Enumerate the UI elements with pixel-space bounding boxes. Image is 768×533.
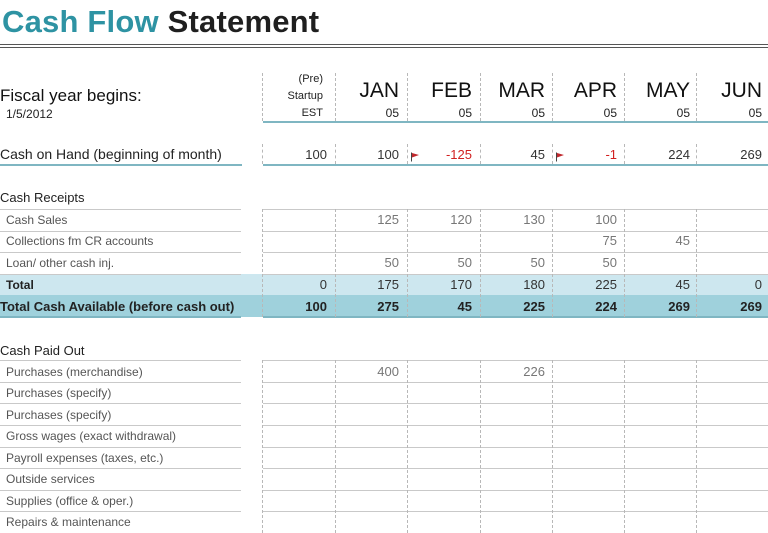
receipt-cell[interactable]: 50 [457,255,472,270]
title-part2: Statement [167,4,320,39]
column-separator [335,144,336,164]
cash-on-hand-cell[interactable]: 100 [377,147,399,162]
row-divider [263,511,768,512]
fiscal-date[interactable]: 1/5/2012 [6,107,53,121]
available-cell[interactable]: 275 [377,299,399,314]
flag-icon [410,149,420,159]
fiscal-label: Fiscal year begins: [0,86,142,105]
available-cell[interactable]: 224 [595,299,617,314]
row-divider [0,511,241,512]
flag-icon [555,149,565,159]
row-divider [0,274,241,275]
row-divider [263,403,768,404]
month-day-apr: 05 [603,106,617,120]
total-cell[interactable]: 175 [377,277,399,292]
total-cell[interactable]: 0 [319,277,327,292]
column-separator [262,73,263,121]
paid-out-row-label: Repairs & maintenance [6,515,131,529]
available-underline [0,316,241,318]
row-divider [263,274,768,275]
paid-out-cell[interactable]: 400 [377,364,399,379]
paid-out-row-label: Gross wages (exact withdrawal) [6,429,177,443]
column-separator [480,144,481,164]
header-underline [263,121,768,123]
column-separator [696,73,697,121]
paid-out-row-label: Purchases (specify) [6,408,112,422]
column-separator [696,144,697,164]
month-day-feb: 05 [458,106,472,120]
row-divider [0,425,241,426]
total-cell[interactable]: 0 [754,277,762,292]
receipt-cell[interactable]: 45 [675,233,690,248]
column-separator [262,144,263,164]
column-separator [407,360,408,533]
paid-out-row-label: Supplies (office & oper.) [6,494,134,508]
available-label: Total Cash Available (before cash out) [0,299,235,314]
cash-on-hand-underline [0,164,242,166]
row-divider [0,231,241,232]
column-separator [552,144,553,164]
column-separator [407,144,408,164]
cash-on-hand-cell[interactable]: -1 [605,147,617,162]
column-separator [480,73,481,121]
month-header-jun: JUN [721,79,762,102]
paid-out-heading: Cash Paid Out [0,343,85,358]
receipt-cell[interactable]: 50 [602,255,617,270]
receipt-row-label: Collections fm CR accounts [6,234,154,248]
receipt-cell[interactable]: 75 [602,233,617,248]
month-header-jan: JAN [359,79,399,102]
title-part1: Cash Flow [2,4,159,39]
receipt-row-label: Loan/ other cash inj. [6,256,115,270]
prestart-line2: Startup [287,90,323,102]
column-separator [552,73,553,121]
row-divider [0,252,241,253]
row-divider [263,209,768,210]
row-divider [0,403,241,404]
row-divider [0,382,241,383]
available-cell[interactable]: 269 [668,299,690,314]
paid-out-cell[interactable]: 226 [523,364,545,379]
row-divider [263,382,768,383]
total-cell[interactable]: 180 [523,277,545,292]
month-header-mar: MAR [498,79,545,102]
column-separator [407,73,408,121]
total-cell[interactable]: 170 [450,277,472,292]
row-divider [0,490,241,491]
column-separator [696,360,697,533]
month-day-mar: 05 [531,106,545,120]
month-header-apr: APR [573,79,617,102]
prestart-line1: (Pre) [298,73,323,85]
month-header-feb: FEB [431,79,472,102]
month-day-jun: 05 [748,106,762,120]
total-cell[interactable]: 45 [675,277,690,292]
cash-on-hand-cell[interactable]: 269 [740,147,762,162]
column-separator [262,360,263,533]
cash-on-hand-cell[interactable]: -125 [445,147,472,162]
cash-on-hand-cell[interactable]: 224 [668,147,690,162]
total-label: Total [6,278,34,292]
row-divider [263,490,768,491]
column-separator [335,209,336,317]
paid-out-row-label: Outside services [6,472,95,486]
column-separator [552,209,553,317]
column-separator [624,73,625,121]
row-divider [263,447,768,448]
receipt-cell[interactable]: 50 [384,255,399,270]
cash-on-hand-cell[interactable]: 100 [305,147,327,162]
month-day-jan: 05 [385,106,399,120]
available-cell[interactable]: 45 [457,299,472,314]
row-divider [263,468,768,469]
column-separator [696,209,697,317]
receipt-cell[interactable]: 125 [377,212,399,227]
column-separator [480,360,481,533]
column-separator [624,360,625,533]
row-divider [0,360,241,361]
receipt-cell[interactable]: 50 [530,255,545,270]
row-divider [263,252,768,253]
receipt-cell[interactable]: 130 [523,212,545,227]
paid-out-row-label: Purchases (specify) [6,386,112,400]
available-cell[interactable]: 225 [523,299,545,314]
column-separator [552,360,553,533]
column-separator [480,209,481,317]
row-divider [263,425,768,426]
month-day-may: 05 [676,106,690,120]
row-divider [0,468,241,469]
paid-out-row-label: Payroll expenses (taxes, etc.) [6,451,164,465]
available-underline [263,316,768,318]
receipts-heading: Cash Receipts [0,190,85,205]
column-separator [624,144,625,164]
row-divider [0,209,241,210]
cash-on-hand-underline [263,164,768,166]
receipt-row-label: Cash Sales [6,213,68,227]
column-separator [624,209,625,317]
column-separator [407,209,408,317]
column-separator [335,73,336,121]
title-divider [0,47,768,48]
row-divider [263,360,768,361]
column-separator [335,360,336,533]
prestart-line3: EST [301,107,323,119]
available-cell[interactable]: 269 [740,299,762,314]
total-cell[interactable]: 225 [595,277,617,292]
cash-on-hand-label: Cash on Hand (beginning of month) [0,146,222,162]
receipt-cell[interactable]: 120 [450,212,472,227]
receipt-cell[interactable]: 100 [595,212,617,227]
month-header-may: MAY [646,79,690,102]
title-divider [0,44,768,45]
page-title [2,4,319,40]
column-separator [262,209,263,317]
cash-on-hand-cell[interactable]: 45 [530,147,545,162]
paid-out-row-label: Purchases (merchandise) [6,365,143,379]
available-cell[interactable]: 100 [305,299,327,314]
row-divider [263,231,768,232]
row-divider [0,447,241,448]
